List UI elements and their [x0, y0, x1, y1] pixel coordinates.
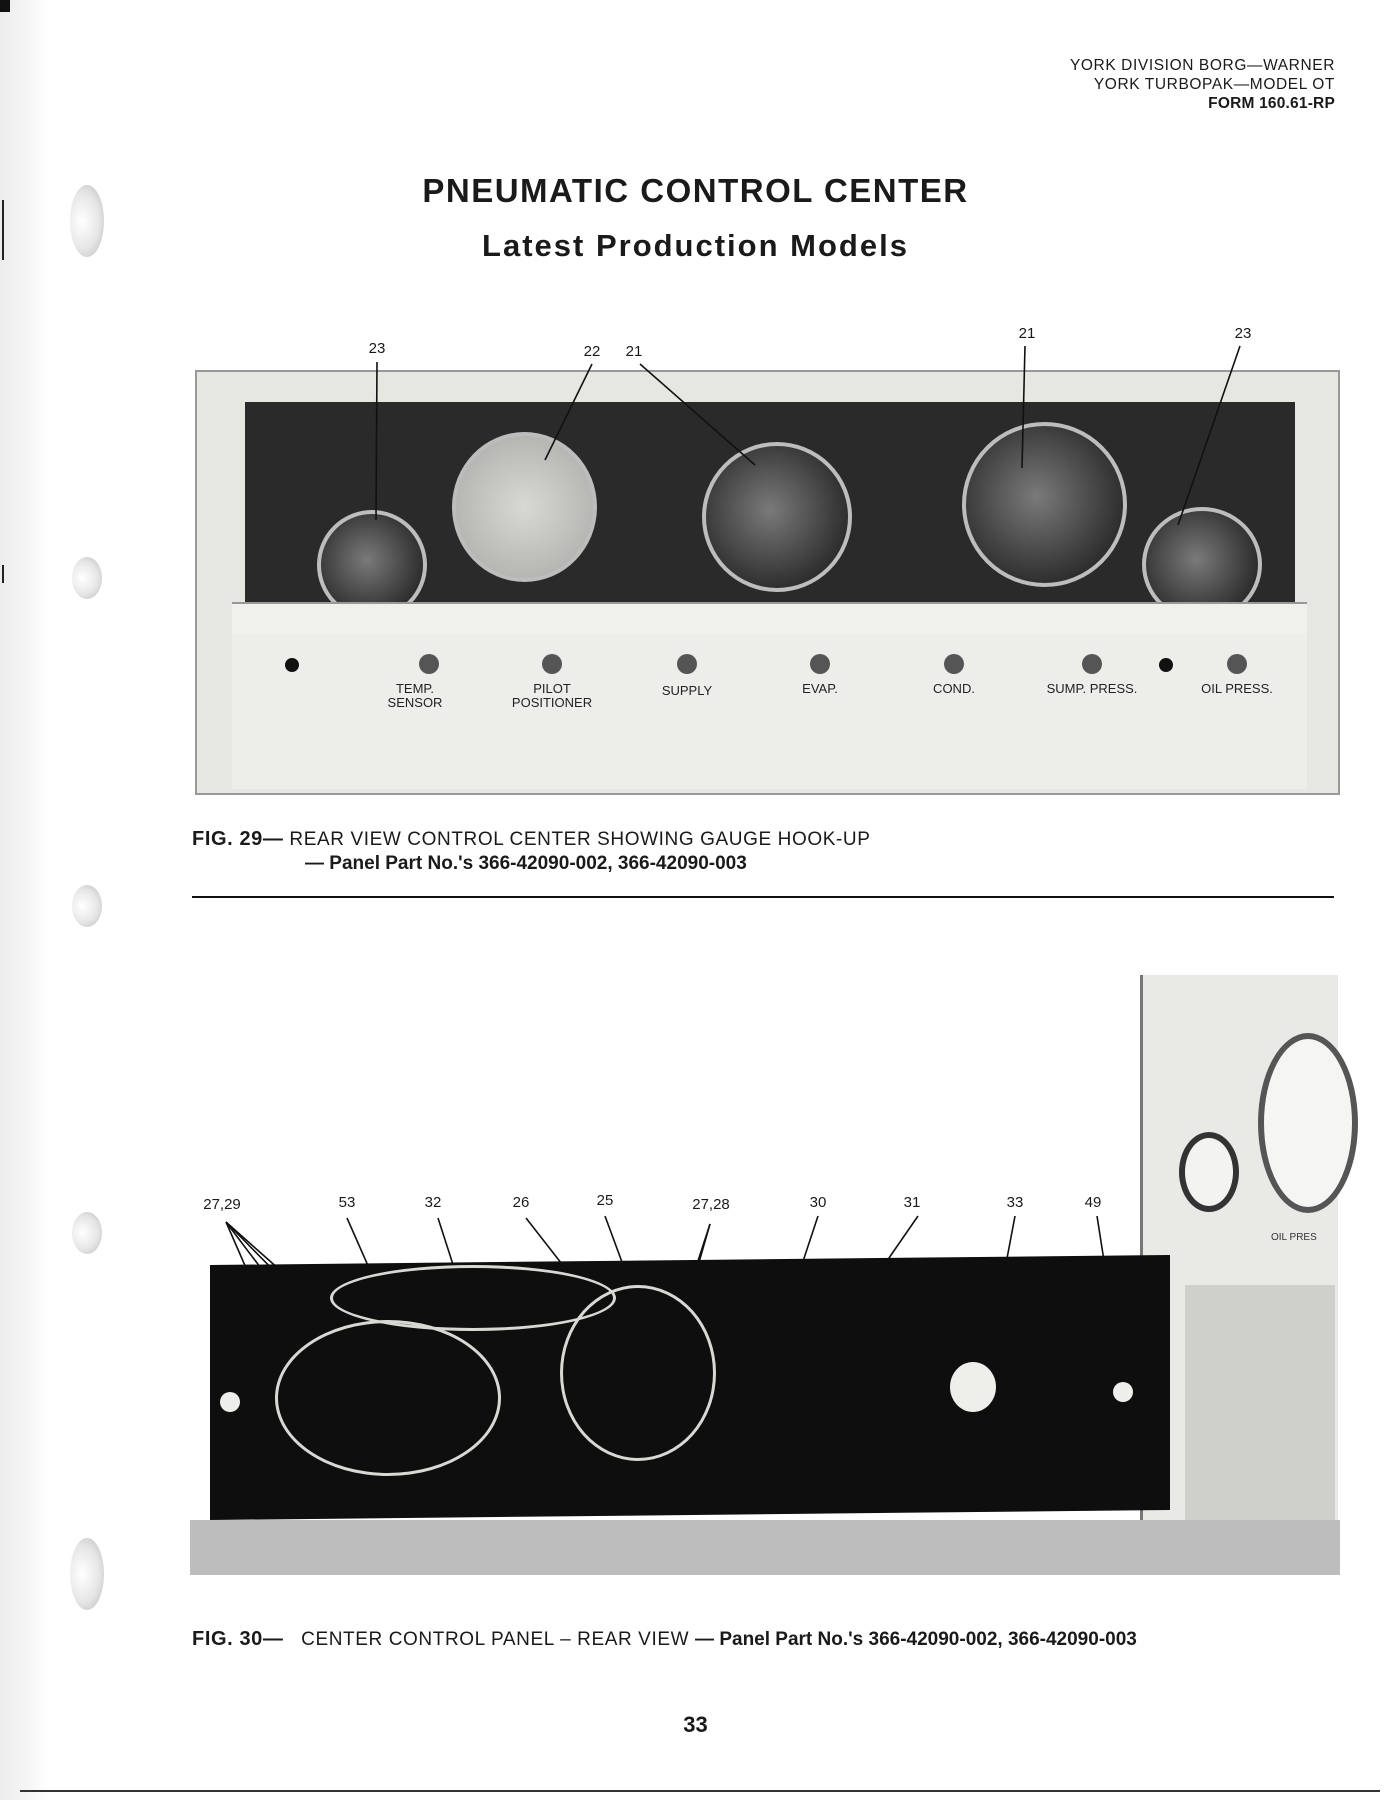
fig29-callout: 22: [583, 343, 601, 360]
fig29-caption-part-text: — Panel Part No.'s 366-42090-002, 366-42090-003: [305, 853, 747, 874]
fig29-caption-text: REAR VIEW CONTROL CENTER SHOWING GAUGE HOOK-UP: [289, 829, 871, 850]
fig29-caption-label: FIG. 29—: [192, 828, 284, 850]
label-evap: EVAP.: [802, 681, 838, 696]
edge-tick: [2, 565, 4, 583]
fig29-fitting-plate: [232, 634, 1307, 789]
label-pilot-positioner: PILOT POSITIONER: [511, 681, 593, 710]
fig29-caption-part: [305, 853, 747, 875]
header-model: YORK TURBOPAK—MODEL OT: [1093, 76, 1335, 93]
fig29-port: [677, 654, 697, 674]
fig30-caption: [192, 1628, 1137, 1651]
fig29-port: [944, 654, 964, 674]
binder-hole: [72, 1212, 102, 1254]
fig30-callout: 31: [903, 1194, 921, 1211]
fig30-dial-label: OIL PRES: [1271, 1232, 1317, 1243]
fig30-callout: 27,28: [692, 1196, 730, 1213]
binder-hole: [70, 1538, 104, 1610]
fig29-callout: 21: [1018, 325, 1036, 342]
fig30-callout: 25: [596, 1192, 614, 1209]
fig30-callout: 27,29: [203, 1196, 241, 1213]
fig30-panel-screw: [220, 1392, 240, 1412]
fig30-small-dial: [1179, 1132, 1239, 1212]
fig29-port: [419, 654, 439, 674]
page-number: 33: [683, 1712, 708, 1737]
fig29-callout: 23: [1234, 325, 1252, 342]
fig29-shelf: [232, 602, 1307, 636]
fig29-caption: [192, 828, 871, 851]
fig30-caption-text: CENTER CONTROL PANEL – REAR VIEW: [301, 1629, 690, 1650]
header-form-number: FORM 160.61-RP: [1208, 95, 1335, 112]
fig29-photo: [195, 370, 1340, 795]
fig29-port: [1082, 654, 1102, 674]
document-header: [1070, 56, 1335, 113]
header-division: YORK DIVISION BORG—WARNER: [1069, 57, 1335, 74]
fig30-callout: 53: [338, 1194, 356, 1211]
fig30-caption-part: — Panel Part No.'s 366-42090-002, 366-42090-003: [695, 1629, 1137, 1650]
fig30-callout: 30: [809, 1194, 827, 1211]
page-title: PNEUMATIC CONTROL CENTER: [422, 172, 969, 209]
label-supply: SUPPLY: [661, 683, 713, 698]
fig29-gauge: [962, 422, 1127, 587]
fig30-callout: 32: [424, 1194, 442, 1211]
fig30-tubing: [330, 1265, 616, 1331]
label-oil-press: OIL PRESS.: [1201, 681, 1273, 696]
fig30-callout: 26: [512, 1194, 530, 1211]
corner-mark: [0, 0, 10, 12]
binder-hole: [72, 885, 102, 927]
fig29-mount-hole: [1159, 658, 1173, 672]
fig30-caption-label: FIG. 30—: [192, 1628, 284, 1650]
page-subtitle: Latest Production Models: [482, 228, 909, 263]
page-bottom-edge: [20, 1790, 1380, 1792]
label-sump-press: SUMP. PRESS.: [1046, 681, 1138, 696]
fig30-fitting: [1113, 1382, 1133, 1402]
fig30-callout: 49: [1084, 1194, 1102, 1211]
fig29-port: [542, 654, 562, 674]
fig30-callout: 33: [1006, 1194, 1024, 1211]
fig30-base: [190, 1520, 1340, 1575]
label-temp-sensor: TEMP. SENSOR: [387, 681, 443, 710]
fig29-port: [1227, 654, 1247, 674]
fig29-callout: 23: [368, 340, 386, 357]
label-cond: COND.: [933, 681, 975, 696]
fig29-port: [810, 654, 830, 674]
fig30-large-dial: [1258, 1033, 1358, 1213]
fig29-gauge: [702, 442, 852, 592]
fig29-gauge: [452, 432, 597, 582]
fig29-callout: 21: [625, 343, 643, 360]
fig29-mount-hole: [285, 658, 299, 672]
page-binding-edge: [0, 0, 48, 1800]
binder-hole: [72, 557, 102, 599]
fig30-regulator: [950, 1362, 996, 1412]
fig30-tubing: [275, 1320, 501, 1476]
fig30-leader: [226, 1222, 280, 1270]
section-divider: [192, 896, 1334, 898]
